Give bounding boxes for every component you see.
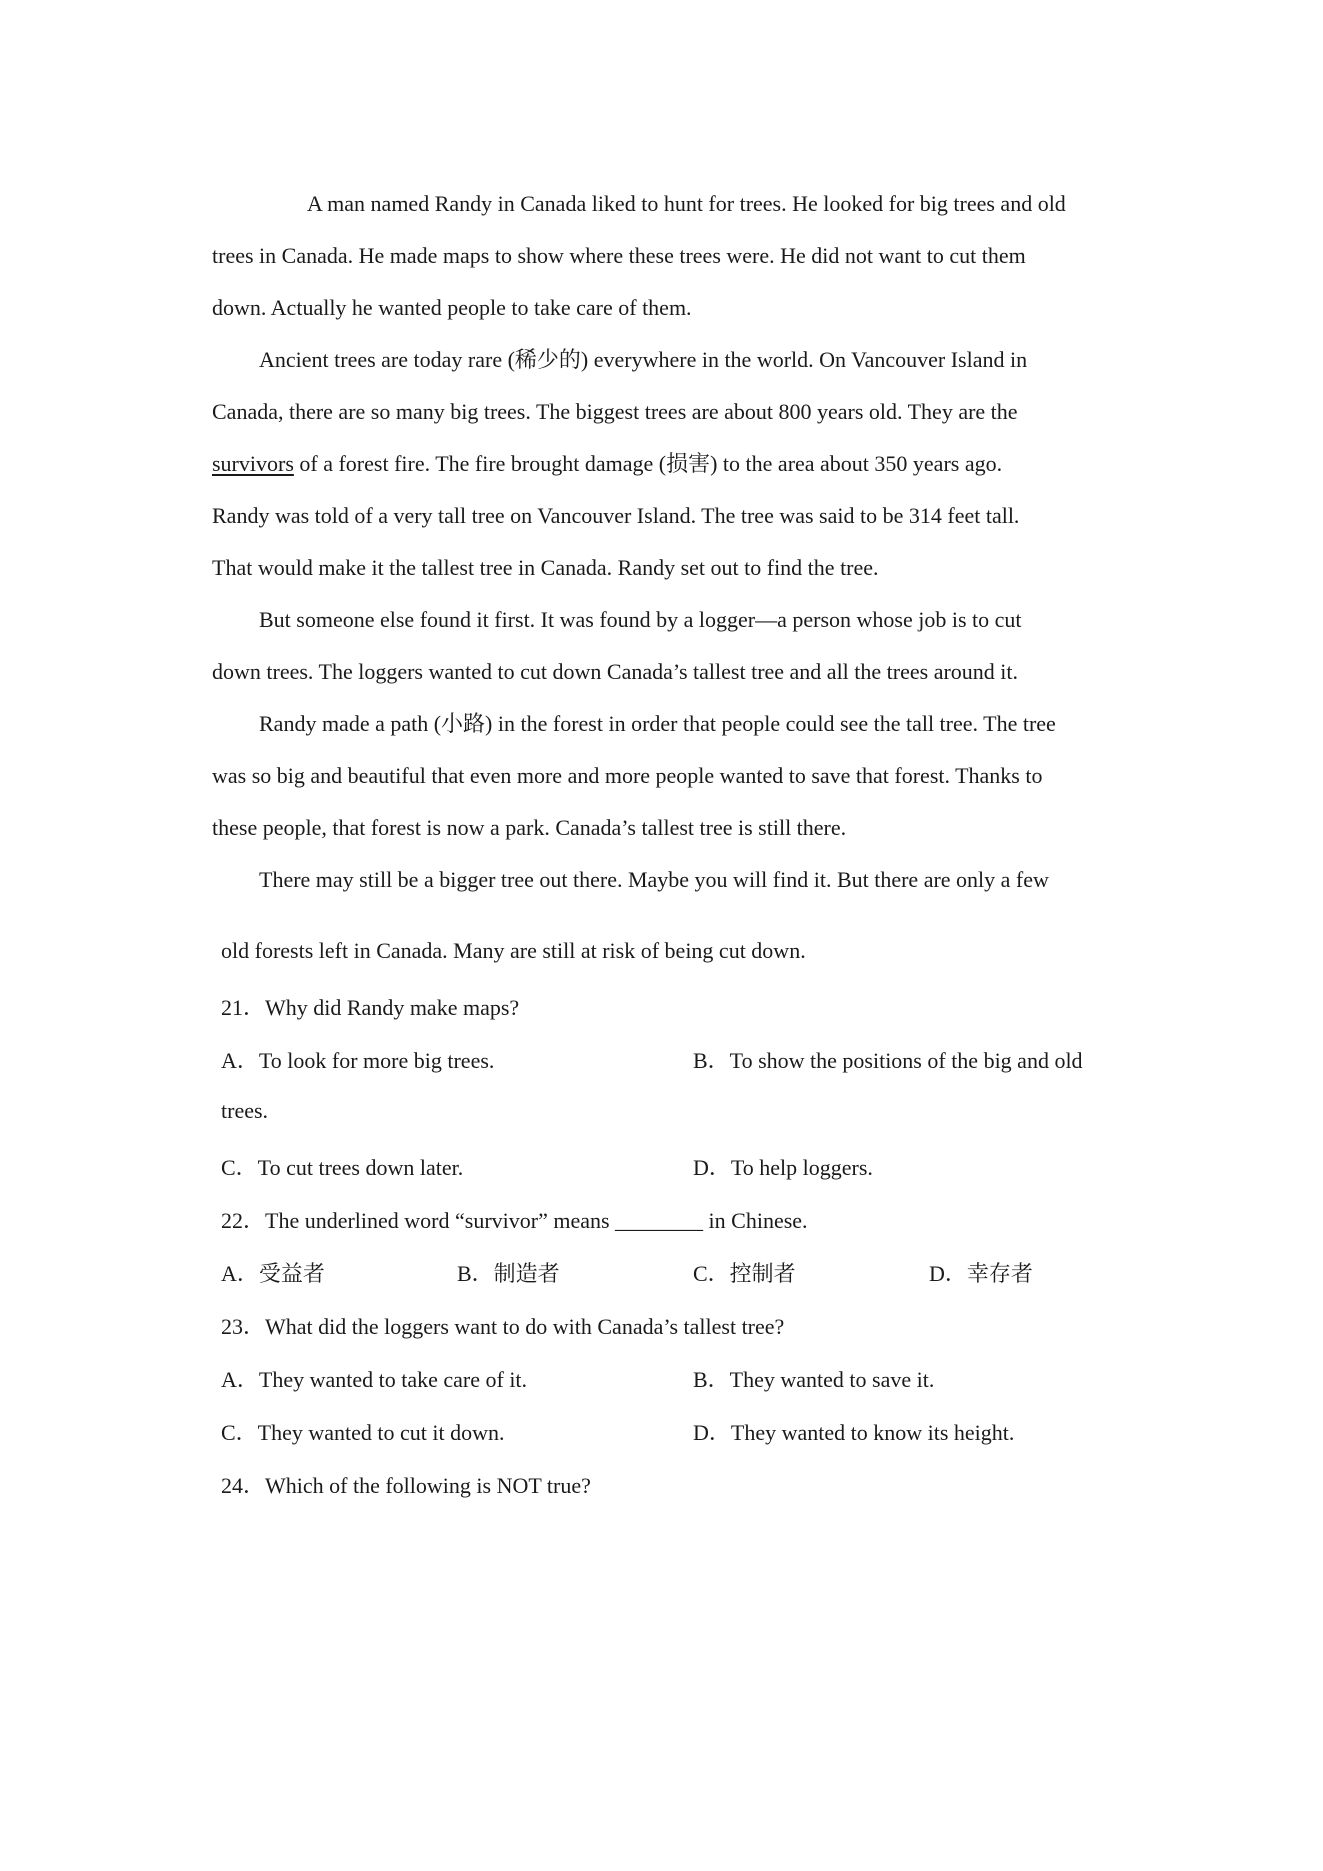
passage-line: That would make it the tallest tree in Canada. Randy set out to find the tree. bbox=[212, 555, 879, 580]
q21-option-b-continued: trees. bbox=[221, 1098, 269, 1123]
q22-option-d: D．幸存者 bbox=[929, 1261, 1033, 1286]
passage-line: trees in Canada. He made maps to show where these trees were. He did not want to cut them bbox=[212, 243, 1026, 268]
q23-option-b: B．They wanted to save it. bbox=[693, 1367, 935, 1392]
passage-line: Randy was told of a very tall tree on Vancouver Island. The tree was said to be 314 feet tall. bbox=[212, 503, 1020, 528]
passage-line: these people, that forest is now a park. Canada’s tallest tree is still there. bbox=[212, 815, 847, 840]
passage-text: of a forest fire. The fire brought damage (损害) to the area about 350 years ago. bbox=[293, 451, 1003, 476]
q23-option-d: D．They wanted to know its height. bbox=[693, 1420, 1015, 1445]
q22-option-b: B．制造者 bbox=[457, 1261, 560, 1286]
q21-option-b: B．To show the positions of the big and old bbox=[693, 1048, 1083, 1073]
underlined-word: survivors bbox=[212, 451, 294, 476]
q23-option-c: C．They wanted to cut it down. bbox=[221, 1420, 505, 1445]
question-21-stem: 21．Why did Randy make maps? bbox=[221, 995, 520, 1020]
passage-line: There may still be a bigger tree out there. Maybe you will find it. But there are only a few bbox=[259, 867, 1049, 892]
q21-option-c: C．To cut trees down later. bbox=[221, 1155, 464, 1180]
passage-line: But someone else found it first. It was found by a logger—a person whose job is to cut bbox=[259, 607, 1022, 632]
passage-line bbox=[212, 438, 1092, 490]
question-22-stem: 22．The underlined word “survivor” means ________ in Chinese. bbox=[221, 1208, 808, 1233]
passage-line: A man named Randy in Canada liked to hunt for trees. He looked for big trees and old bbox=[307, 191, 1066, 216]
passage-line: Canada, there are so many big trees. The biggest trees are about 800 years old. They are the bbox=[212, 399, 1018, 424]
q21-option-a: A．To look for more big trees. bbox=[221, 1048, 495, 1073]
passage-last-line: old forests left in Canada. Many are still at risk of being cut down. bbox=[221, 938, 806, 963]
q21-option-d: D．To help loggers. bbox=[693, 1155, 873, 1180]
q23-option-a: A．They wanted to take care of it. bbox=[221, 1367, 528, 1392]
passage-line: down. Actually he wanted people to take care of them. bbox=[212, 295, 692, 320]
reading-passage bbox=[212, 178, 1092, 906]
q22-option-a: A．受益者 bbox=[221, 1261, 325, 1286]
question-24-stem: 24．Which of the following is NOT true? bbox=[221, 1473, 591, 1498]
question-23-stem: 23．What did the loggers want to do with Canada’s tallest tree? bbox=[221, 1314, 785, 1339]
passage-line: Randy made a path (小路) in the forest in order that people could see the tall tree. The tree bbox=[259, 711, 1056, 736]
q22-option-c: C．控制者 bbox=[693, 1261, 796, 1286]
passage-line: down trees. The loggers wanted to cut down Canada’s tallest tree and all the trees around it. bbox=[212, 659, 1019, 684]
passage-line: Ancient trees are today rare (稀少的) everywhere in the world. On Vancouver Island in bbox=[259, 347, 1028, 372]
passage-line: was so big and beautiful that even more and more people wanted to save that forest. Thanks to bbox=[212, 763, 1043, 788]
